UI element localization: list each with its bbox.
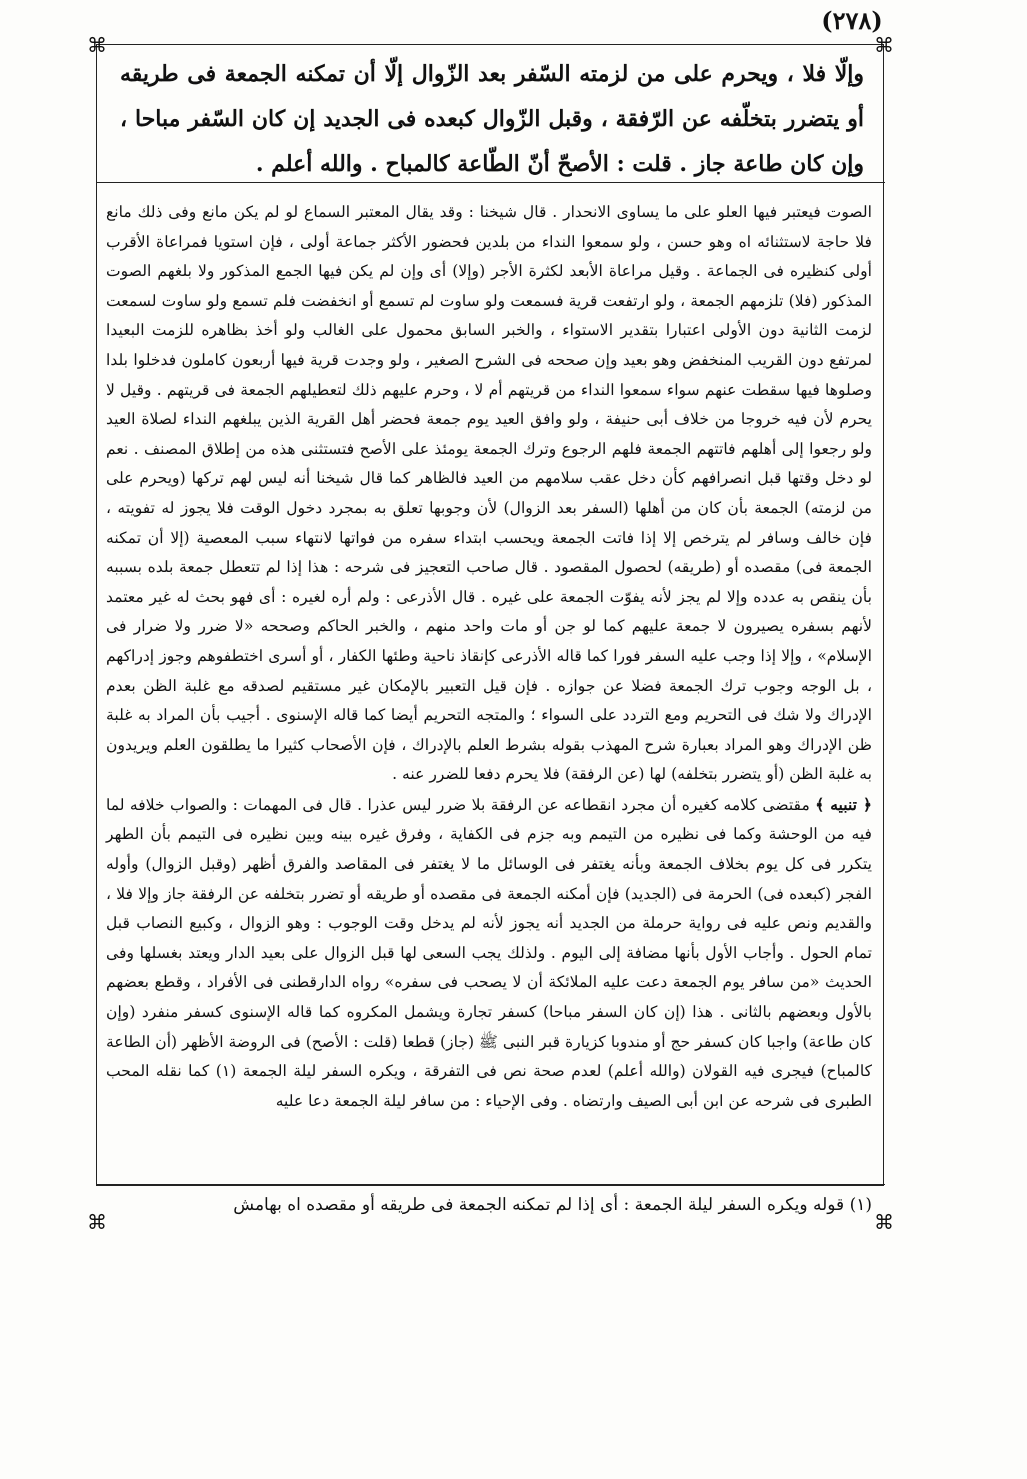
tanbih-text: مقتضى كلامه كغيره أن مجرد انقطاعه عن الرفقة بلا ضرر ليس عذرا . قال فى المهمات : والصواب خلافه لما فيه من الوحشة وكما فى نظيره من التيمم وبه جزم فى الكفاية ، وفرق غيره بينه وبين نظيره فى التيمم بأن الطهر يتكرر فى كل يوم بخلاف الجمعة وبأنه يغتفر فى الوسائل ما لا يغتفر فى المقاصد والفرق أظهر (وقبل الزوال) وأوله الفجر (كبعده فى) الحرمة فى (الجديد) فإن أمكنه الجمعة فى مقصده أو طريقه أو تضرر بتخلفه عن الرفقة جاز وإلا فلا ، والقديم ونص عليه فى رواية حرملة من الجديد أنه يجوز لأنه لم يدخل وقت الوجوب : وهو الزوال ، وكبيع النصاب قبل تمام الحول . وأجاب الأول بأنها مضافة إلى اليوم . ولذلك يجب السعى لها قبل الزوال على بعيد الدار ويعتد بغسلها وفى الحديث «من سافر يوم الجمعة دعت عليه الملائكة أن لا يصحب فى سفره» رواه الدارقطنى فى الأفراد ، وقطع بعضهم بالأول وبعضهم بالثانى . هذا (إن كان السفر مباحا) كسفر تجارة ويشمل المكروه كما قاله الإسنوى كسفر منفرد (وإن كان طاعة) واجبا كان كسفر حج أو مندوبا كزيارة قبر النبى ﷺ (جاز) قطعا (قلت : الأصح) فى الروضة الأظهر (أن الطاعة كالمباح) فيجرى فيه القولان (والله أعلم) لعدم صحة نص فى التفرقة ، ويكره السفر ليلة الجمعة (١) كما نقله المحب الطبرى فى شرحه عن ابن أبى الصيف وارتضاه . وفى الإحياء : من سافر ليلة الجمعة دعا عليه (106, 795, 872, 1110)
footnote: (١) قوله ويكره السفر ليلة الجمعة : أى إذا لم تمكنه الجمعة فى طريقه أو مقصده اه بهامش (233, 1195, 872, 1215)
corner-ornament-icon: ⌘ (874, 1210, 894, 1234)
corner-ornament-icon: ⌘ (874, 33, 894, 57)
sharh-text-block (106, 198, 872, 1116)
tanbih-paragraph (106, 790, 872, 1117)
corner-ornament-icon: ⌘ (87, 1210, 107, 1234)
matn-paragraph: وإلّا فلا ، ويحرم على من لزمته السّفر بعد الزّوال إلّا أن تمكنه الجمعة فى طريقه أو يتضرر بتخلّفه عن الرّفقة ، وقبل الزّوال كبعده فى الجديد إن كان السّفر مباحا ، وإن كان طاعة جاز . قلت : الأصحّ أنّ الطّاعة كالمباح . والله أعلم . (120, 61, 864, 177)
page-number: (٢٧٨) (821, 6, 883, 35)
tanbih-label: ﴿ تنبيه ﴾ (815, 794, 873, 814)
sharh-paragraph: الصوت فيعتبر فيها العلو على ما يساوى الانحدار . قال شيخنا : وقد يقال المعتبر السماع لو لم يكن مانع وفى ذلك مانع فلا حاجة لاستثنائه اه وهو حسن ، ولو سمعوا النداء من بلدين فحضور الأكثر جماعة أولى ، فإن استويا فمراعاة الأقرب أولى كنظيره فى الجماعة . وقيل مراعاة الأبعد لكثرة الأجر (وإلا) أى وإن لم يكن فيها الجمع المذكور ولا بلغهم الصوت المذكور (فلا) تلزمهم الجمعة ، ولو ارتفعت قرية فسمعت ولو ساوت لم تسمع أو انخفضت فلم تسمع ولو ساوت لسمعت لزمت الثانية دون الأولى اعتبارا بتقدير الاستواء ، والخبر السابق محمول على الغالب ولو أخذ بظاهره للزمت البعيدا لمرتفع دون القريب المنخفض وهو بعيد وإن صححه فى الشرح الصغير ، ولو وجدت قرية فيها أربعون كاملون فدخلوا بلدا وصلوها فيها سقطت عنهم سواء سمعوا النداء من قريتهم أم لا ، وحرم عليهم ذلك لتعطيلهم الجمعة فى قريتهم . وقيل لا يحرم لأن فيه خروجا من خلاف أبى حنيفة ، ولو وافق العيد يوم جمعة فحضر أهل القرية الذين يبلغهم النداء لصلاة العيد ولو رجعوا إلى أهلهم فاتتهم الجمعة فلهم الرجوع وترك الجمعة يومئذ على الأصح فتستثنى هذه من إطلاق المصنف . نعم لو دخل وقتها قبل انصرافهم كأن دخل عقب سلامهم من العيد فالظاهر كما قال شيخنا أنه ليس لهم تركها (ويحرم على من لزمته) الجمعة بأن كان من أهلها (السفر بعد الزوال) لأن وجوبها تعلق به بمجرد دخول الوقت فلا يجوز له تفويته ، فإن خالف وسافر لم يترخص إلا إذا فاتت الجمعة ويحسب ابتداء سفره من فواتها لانتهاء سبب المعصية (إلا أن تمكنه الجمعة فى) مقصده أو (طريقه) لحصول المقصود . قال صاحب التعجيز فى شرحه : هذا إذا لم تتعطل جمعة بلده بسببه بأن ينقص به عدده وإلا لم يجز لأنه يفوّت الجمعة على غيره . قال الأذرعى : ولم أره لغيره : أى فهو بحث له غير معتمد لأنهم بسفره يصيرون لا جمعة عليهم كما لو جن أو مات واحد منهم ، والخبر الحاكم وصححه «لا ضرر ولا ضرار فى الإسلام» ، وإلا إذا وجب عليه السفر فورا كما قاله الأذرعى كإنقاذ ناحية وطئها الكفار ، أو أسرى اختطفوهم وجوز إدراكهم ، بل الوجه وجوب ترك الجمعة فضلا عن جوازه . فإن قيل التعبير بالإمكان غير مستقيم لصدقه مع غلبة الظن بعدم الإدراك ولا شك فى التحريم ومع التردد على السواء ؛ والمتجه التحريم أيضا كما قاله الإسنوى . أجيب بأن المراد به غلبة ظن الإدراك وهو المراد بعبارة شرح المهذب بقوله بشرط العلم بالإدراك ، فإن الأصحاب كثيرا ما يطلقون العلم ويريدون به غلبة الظن (أو يتضرر بتخلفه) لها (عن الرفقة) فلا يحرم دفعا للضرر عنه . (106, 203, 872, 784)
corner-ornament-icon: ⌘ (87, 33, 107, 57)
footnote-divider (96, 1184, 885, 1185)
matn-text-block (120, 52, 864, 187)
